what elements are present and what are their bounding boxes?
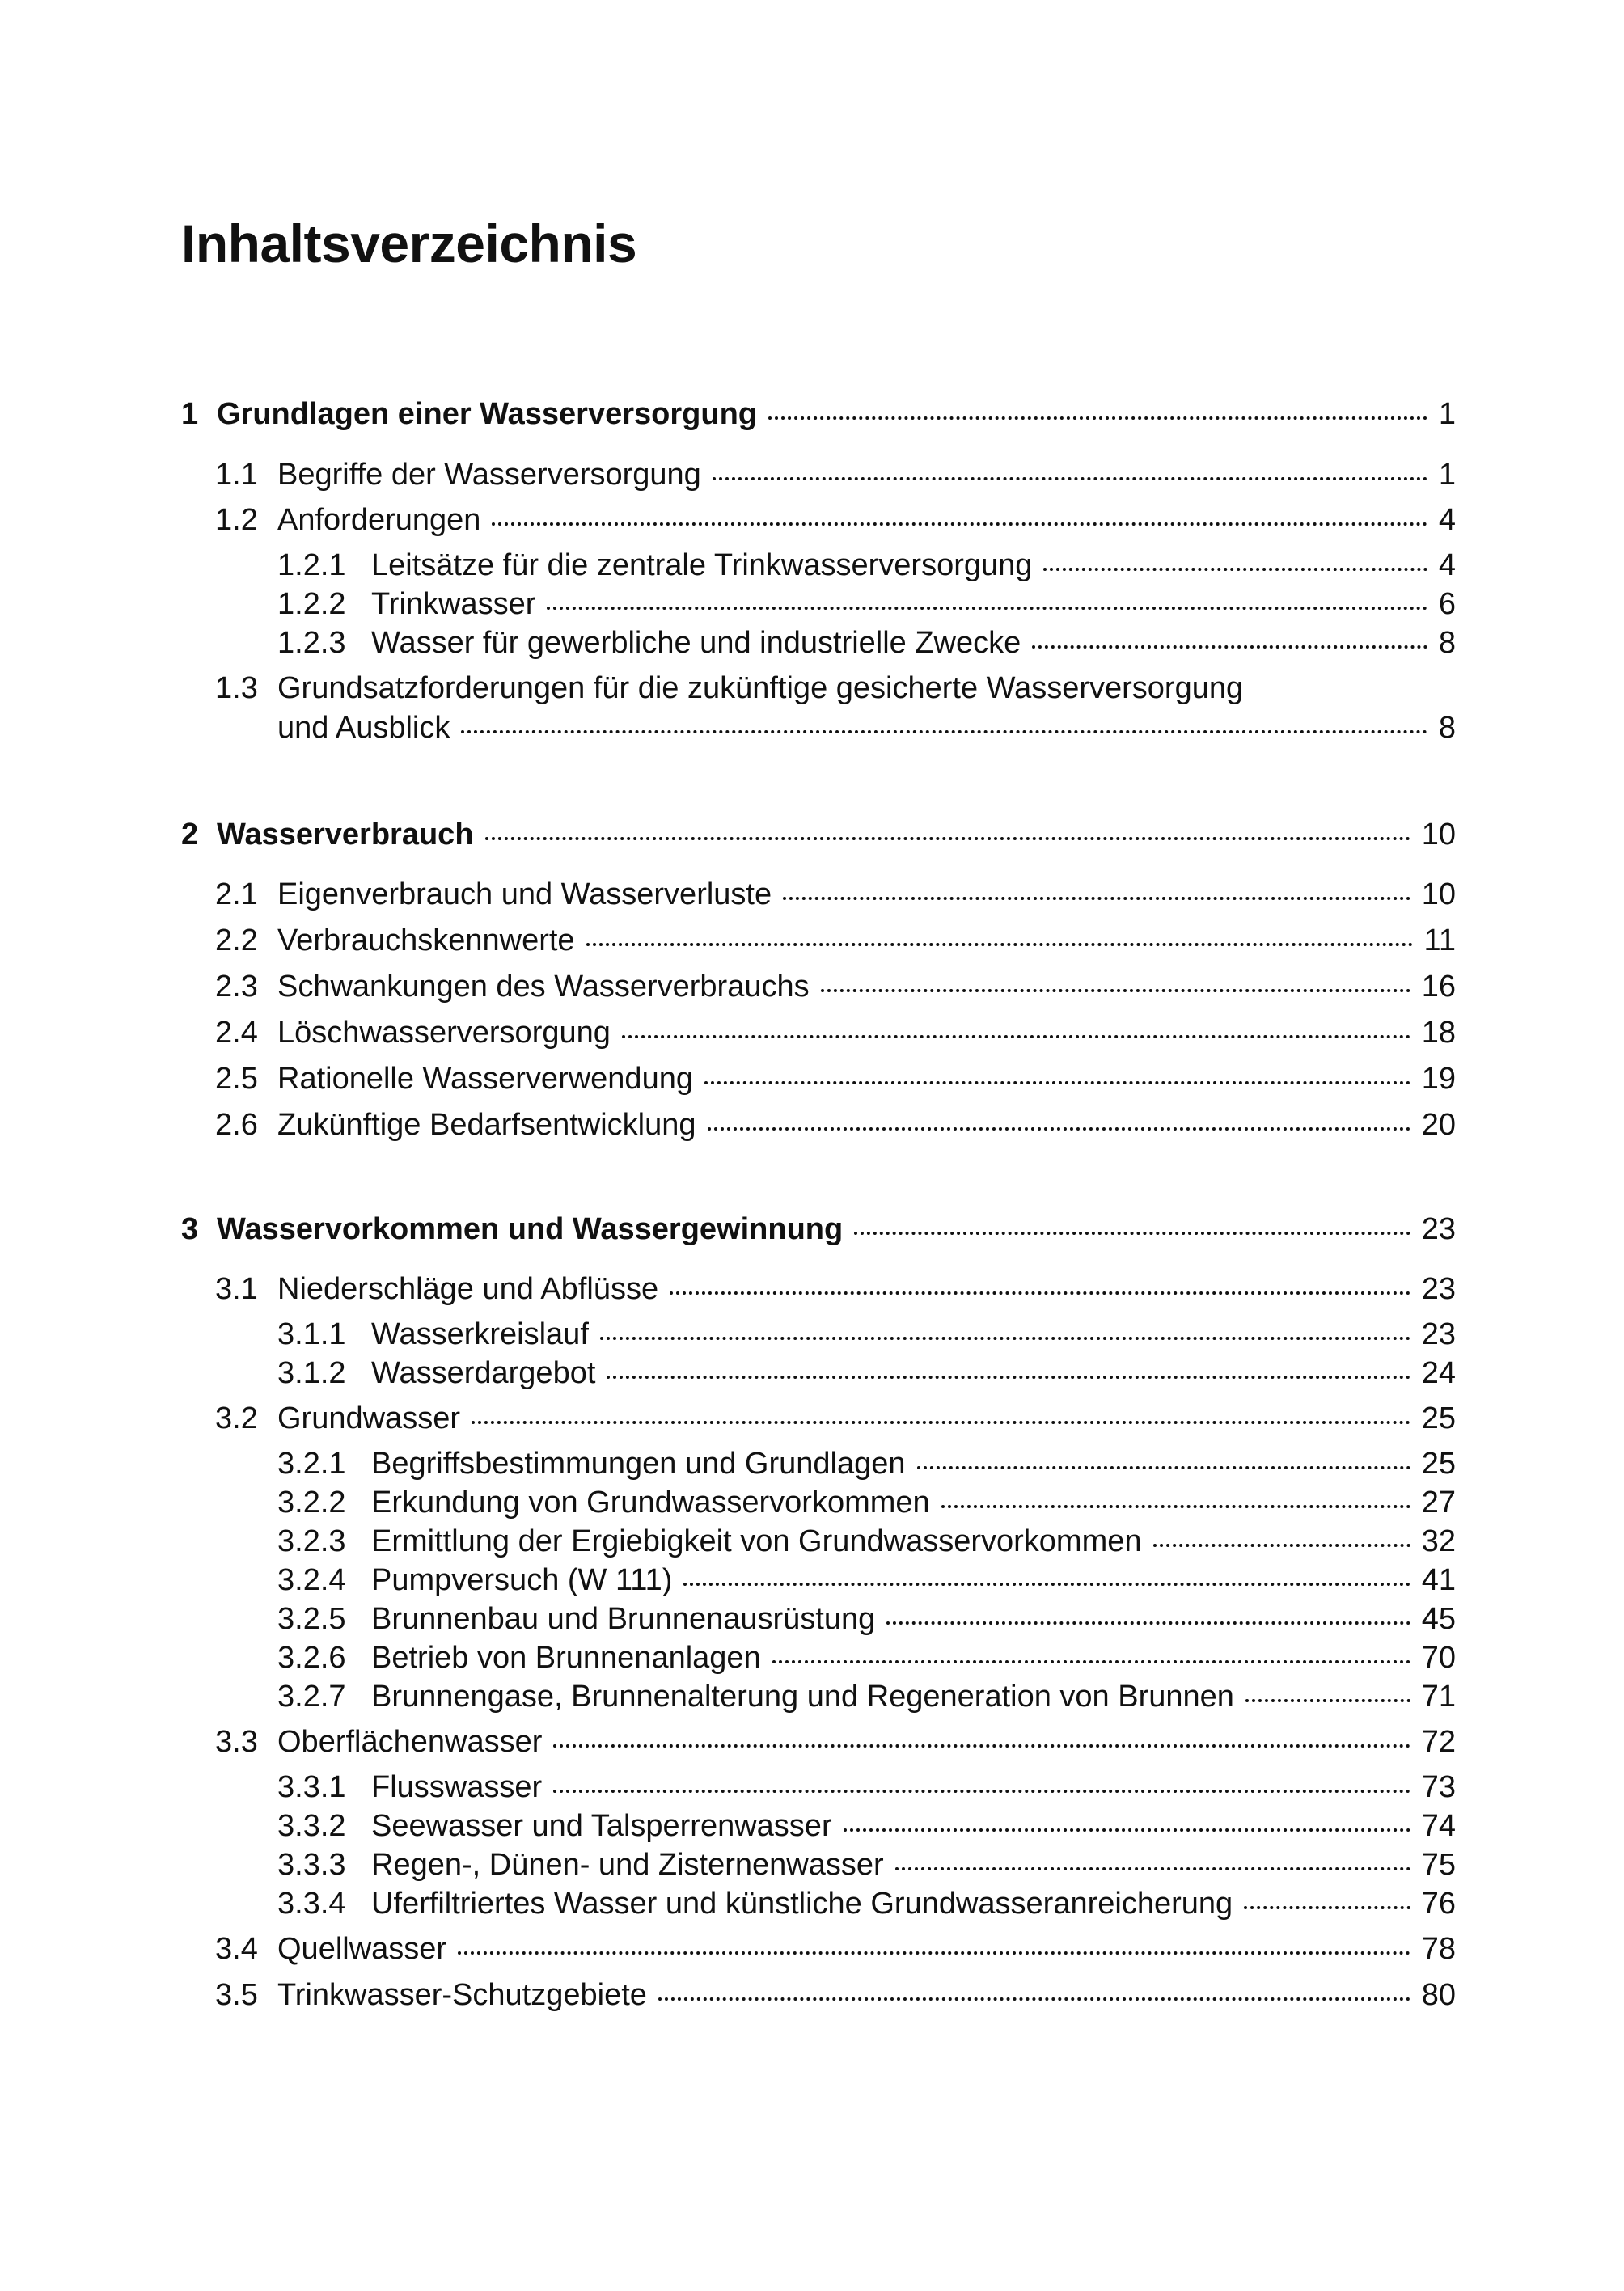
toc-number: 2.4 <box>215 1016 258 1050</box>
dot-leader <box>768 416 1427 420</box>
toc-title: Rationelle Wasserverwendung <box>277 1062 693 1096</box>
toc-title: Ermittlung der Ergiebigkeit von Grundwasservorkommen <box>371 1524 1142 1558</box>
toc-section-2-2[interactable] <box>215 921 1456 960</box>
page-title: Inhaltsverzeichnis <box>181 213 637 273</box>
toc-section-2-5[interactable] <box>215 1059 1456 1098</box>
toc-title: Wasserverbrauch <box>217 818 474 852</box>
toc-section-1-3[interactable] <box>215 669 1456 708</box>
toc-title: Wasservorkommen und Wassergewinnung <box>217 1212 844 1246</box>
dot-leader <box>670 1291 1410 1295</box>
toc-title: Eigenverbrauch und Wasserverluste <box>277 877 772 911</box>
toc-section-3-2[interactable] <box>215 1399 1456 1438</box>
toc-section-2-3[interactable] <box>215 967 1456 1006</box>
toc-number: 3.2.2 <box>277 1486 346 1520</box>
toc-number: 1.2.1 <box>277 548 346 582</box>
dot-leader <box>1032 645 1427 649</box>
toc-subsection-3-2-6[interactable] <box>277 1638 1456 1677</box>
toc-number: 3.3.4 <box>277 1887 346 1921</box>
toc-page-number: 1 <box>1438 397 1456 431</box>
toc-page-number: 23 <box>1421 1272 1456 1306</box>
toc-number: 2.6 <box>215 1108 258 1142</box>
toc-title: Seewasser und Talsperrenwasser <box>371 1809 832 1843</box>
toc-title: Grundwasser <box>277 1401 460 1435</box>
dot-leader <box>683 1583 1410 1586</box>
toc-title: Niederschläge und Abflüsse <box>277 1272 659 1306</box>
dot-leader <box>547 607 1427 610</box>
dot-leader <box>854 1232 1410 1235</box>
toc-title: Uferfiltriertes Wasser und künstliche Grundwasseranreicherung <box>371 1887 1233 1921</box>
dot-leader <box>622 1035 1410 1038</box>
toc-chapter-1[interactable] <box>181 395 1456 433</box>
toc-page-number: 8 <box>1438 626 1456 660</box>
toc-number: 3.2.7 <box>277 1680 346 1714</box>
dot-leader <box>772 1660 1410 1663</box>
toc-title: Begriffe der Wasserversorgung <box>277 458 701 492</box>
dot-leader <box>1043 568 1427 571</box>
toc-page-number: 45 <box>1421 1602 1456 1636</box>
toc-title: Verbrauchskennwerte <box>277 924 575 957</box>
dot-leader <box>1245 1699 1410 1702</box>
toc-number: 3.3.3 <box>277 1848 346 1882</box>
toc-number: 2 <box>181 818 199 852</box>
dot-leader <box>704 1081 1410 1084</box>
toc-number: 3.3 <box>215 1725 258 1759</box>
toc-title: Löschwasserversorgung <box>277 1016 611 1050</box>
toc-section-3-3[interactable] <box>215 1722 1456 1761</box>
toc-title: Wasser für gewerbliche und industrielle Zwecke <box>371 626 1021 660</box>
toc-section-2-6[interactable] <box>215 1105 1456 1144</box>
toc-page-number: 75 <box>1421 1848 1456 1882</box>
toc-title: Trinkwasser <box>371 587 536 621</box>
toc-number: 3.2 <box>215 1401 258 1435</box>
toc-title: Leitsätze für die zentrale Trinkwasserversorgung <box>371 548 1033 582</box>
toc-number: 3.2.4 <box>277 1563 346 1597</box>
dot-leader <box>553 1790 1410 1793</box>
toc-title: Quellwasser <box>277 1932 447 1966</box>
toc-number: 3.3.1 <box>277 1770 346 1804</box>
toc-title: Brunnenbau und Brunnenausrüstung <box>371 1602 876 1636</box>
toc-number: 3.5 <box>215 1978 258 2012</box>
toc-title: Regen-, Dünen- und Zisternenwasser <box>371 1848 884 1882</box>
toc-section-1-1[interactable] <box>215 455 1456 494</box>
toc-section-3-4[interactable] <box>215 1930 1456 1968</box>
toc-title: und Ausblick <box>277 711 450 745</box>
toc-subsection-1-2-1[interactable] <box>277 546 1456 585</box>
toc-page-number: 76 <box>1421 1887 1456 1921</box>
dot-leader <box>461 730 1427 733</box>
toc-page-number: 23 <box>1421 1317 1456 1351</box>
toc-page-number: 11 <box>1423 924 1456 957</box>
toc-page-number: 74 <box>1421 1809 1456 1843</box>
dot-leader <box>713 477 1427 480</box>
dot-leader <box>485 837 1410 840</box>
toc-subsection-3-2-2[interactable] <box>277 1483 1456 1522</box>
toc-number: 3 <box>181 1212 199 1246</box>
toc-subsection-3-3-2[interactable] <box>277 1807 1456 1845</box>
toc-title: Grundsatzforderungen für die zukünftige gesicherte Wasserversorgung <box>277 671 1244 705</box>
toc-number: 1 <box>181 397 199 431</box>
dot-leader <box>658 1997 1410 2001</box>
toc-subsection-3-2-1[interactable] <box>277 1444 1456 1483</box>
toc-number: 2.3 <box>215 970 258 1004</box>
dot-leader <box>607 1376 1410 1379</box>
toc-number: 3.2.1 <box>277 1447 346 1481</box>
toc-title: Wasserdargebot <box>371 1356 596 1390</box>
toc-title: Oberflächenwasser <box>277 1725 543 1759</box>
toc-page-number: 72 <box>1421 1725 1456 1759</box>
toc-number: 3.4 <box>215 1932 258 1966</box>
toc-page-number: 19 <box>1421 1062 1456 1096</box>
dot-leader <box>917 1466 1410 1469</box>
toc-subsection-3-3-3[interactable] <box>277 1845 1456 1884</box>
dot-leader <box>783 897 1410 900</box>
toc-page-number: 20 <box>1421 1108 1456 1142</box>
toc-title: Anforderungen <box>277 503 481 537</box>
toc-subsection-3-2-5[interactable] <box>277 1600 1456 1638</box>
toc-section-3-5[interactable] <box>215 1976 1456 2014</box>
toc-page-number: 70 <box>1421 1641 1456 1675</box>
toc-number: 3.2.5 <box>277 1602 346 1636</box>
toc-subsection-3-3-4[interactable] <box>277 1884 1456 1923</box>
toc-number: 2.1 <box>215 877 258 911</box>
toc-page-number: 78 <box>1421 1932 1456 1966</box>
dot-leader <box>458 1951 1410 1955</box>
toc-number: 1.3 <box>215 671 258 705</box>
toc-page-number: 10 <box>1421 877 1456 911</box>
toc-subsection-3-1-1[interactable] <box>277 1315 1456 1354</box>
toc-page-number: 80 <box>1421 1978 1456 2012</box>
dot-leader <box>586 943 1413 946</box>
toc-number: 1.2 <box>215 503 258 537</box>
toc-title: Betrieb von Brunnenanlagen <box>371 1641 761 1675</box>
toc-page-number: 18 <box>1421 1016 1456 1050</box>
toc-section-2-1[interactable] <box>215 875 1456 914</box>
toc-title: Brunnengase, Brunnenalterung und Regeneration von Brunnen <box>371 1680 1234 1714</box>
dot-leader <box>708 1127 1410 1131</box>
toc-title: Schwankungen des Wasserverbrauchs <box>277 970 810 1004</box>
toc-section-2-4[interactable] <box>215 1013 1456 1052</box>
toc-title: Zukünftige Bedarfsentwicklung <box>277 1108 696 1142</box>
toc-title: Pumpversuch (W 111) <box>371 1563 673 1597</box>
toc-page-number: 8 <box>1438 711 1456 745</box>
toc-number: 1.2.3 <box>277 626 346 660</box>
dot-leader <box>844 1828 1410 1832</box>
toc-number: 2.2 <box>215 924 258 957</box>
toc-number: 1.2.2 <box>277 587 346 621</box>
toc-page-number: 24 <box>1421 1356 1456 1390</box>
toc-page-number: 4 <box>1438 548 1456 582</box>
toc-page-number: 73 <box>1421 1770 1456 1804</box>
toc-page-number: 23 <box>1421 1212 1456 1246</box>
toc-page-number: 1 <box>1438 458 1456 492</box>
dot-leader <box>553 1744 1410 1748</box>
toc-page-number: 71 <box>1421 1680 1456 1714</box>
dot-leader <box>941 1505 1410 1508</box>
toc-subsection-3-3-1[interactable] <box>277 1768 1456 1807</box>
toc-subsection-1-2-2[interactable] <box>277 585 1456 623</box>
toc-title: Erkundung von Grundwasservorkommen <box>371 1486 930 1520</box>
toc-number: 2.5 <box>215 1062 258 1096</box>
toc-page-number: 41 <box>1421 1563 1456 1597</box>
toc-section-1-2[interactable] <box>215 501 1456 539</box>
dot-leader <box>1244 1906 1410 1909</box>
toc-chapter-3[interactable] <box>181 1210 1456 1249</box>
toc-page-number: 16 <box>1421 970 1456 1004</box>
dot-leader <box>895 1867 1410 1870</box>
toc-number: 3.1.1 <box>277 1317 346 1351</box>
toc-page-number: 6 <box>1438 587 1456 621</box>
toc-title: Wasserkreislauf <box>371 1317 589 1351</box>
toc-page-number: 25 <box>1421 1401 1456 1435</box>
toc-number: 3.1 <box>215 1272 258 1306</box>
dot-leader <box>600 1337 1410 1340</box>
toc-subsection-3-1-2[interactable] <box>277 1354 1456 1393</box>
toc-title: Flusswasser <box>371 1770 543 1804</box>
toc-page-number: 4 <box>1438 503 1456 537</box>
toc-page-number: 32 <box>1421 1524 1456 1558</box>
toc-subsection-3-2-7[interactable] <box>277 1677 1456 1716</box>
toc-section-1-3-continued[interactable] <box>277 708 1456 747</box>
dot-leader <box>886 1621 1410 1625</box>
dot-leader <box>472 1421 1410 1424</box>
toc-page-number: 25 <box>1421 1447 1456 1481</box>
toc-number: 3.3.2 <box>277 1809 346 1843</box>
toc-number: 3.2.6 <box>277 1641 346 1675</box>
toc-page-number: 27 <box>1421 1486 1456 1520</box>
toc-chapter-2[interactable] <box>181 815 1456 854</box>
toc-title: Grundlagen einer Wasserversorgung <box>217 397 757 431</box>
dot-leader <box>1153 1544 1410 1547</box>
toc-section-3-1[interactable] <box>215 1270 1456 1308</box>
toc-page-number: 10 <box>1421 818 1456 852</box>
toc-subsection-1-2-3[interactable] <box>277 623 1456 662</box>
dot-leader <box>821 989 1410 992</box>
toc-number: 3.1.2 <box>277 1356 346 1390</box>
toc-number: 1.1 <box>215 458 258 492</box>
toc-subsection-3-2-3[interactable] <box>277 1522 1456 1561</box>
dot-leader <box>492 522 1427 526</box>
toc-title: Begriffsbestimmungen und Grundlagen <box>371 1447 906 1481</box>
toc-number: 3.2.3 <box>277 1524 346 1558</box>
toc-subsection-3-2-4[interactable] <box>277 1561 1456 1600</box>
toc-title: Trinkwasser-Schutzgebiete <box>277 1978 647 2012</box>
